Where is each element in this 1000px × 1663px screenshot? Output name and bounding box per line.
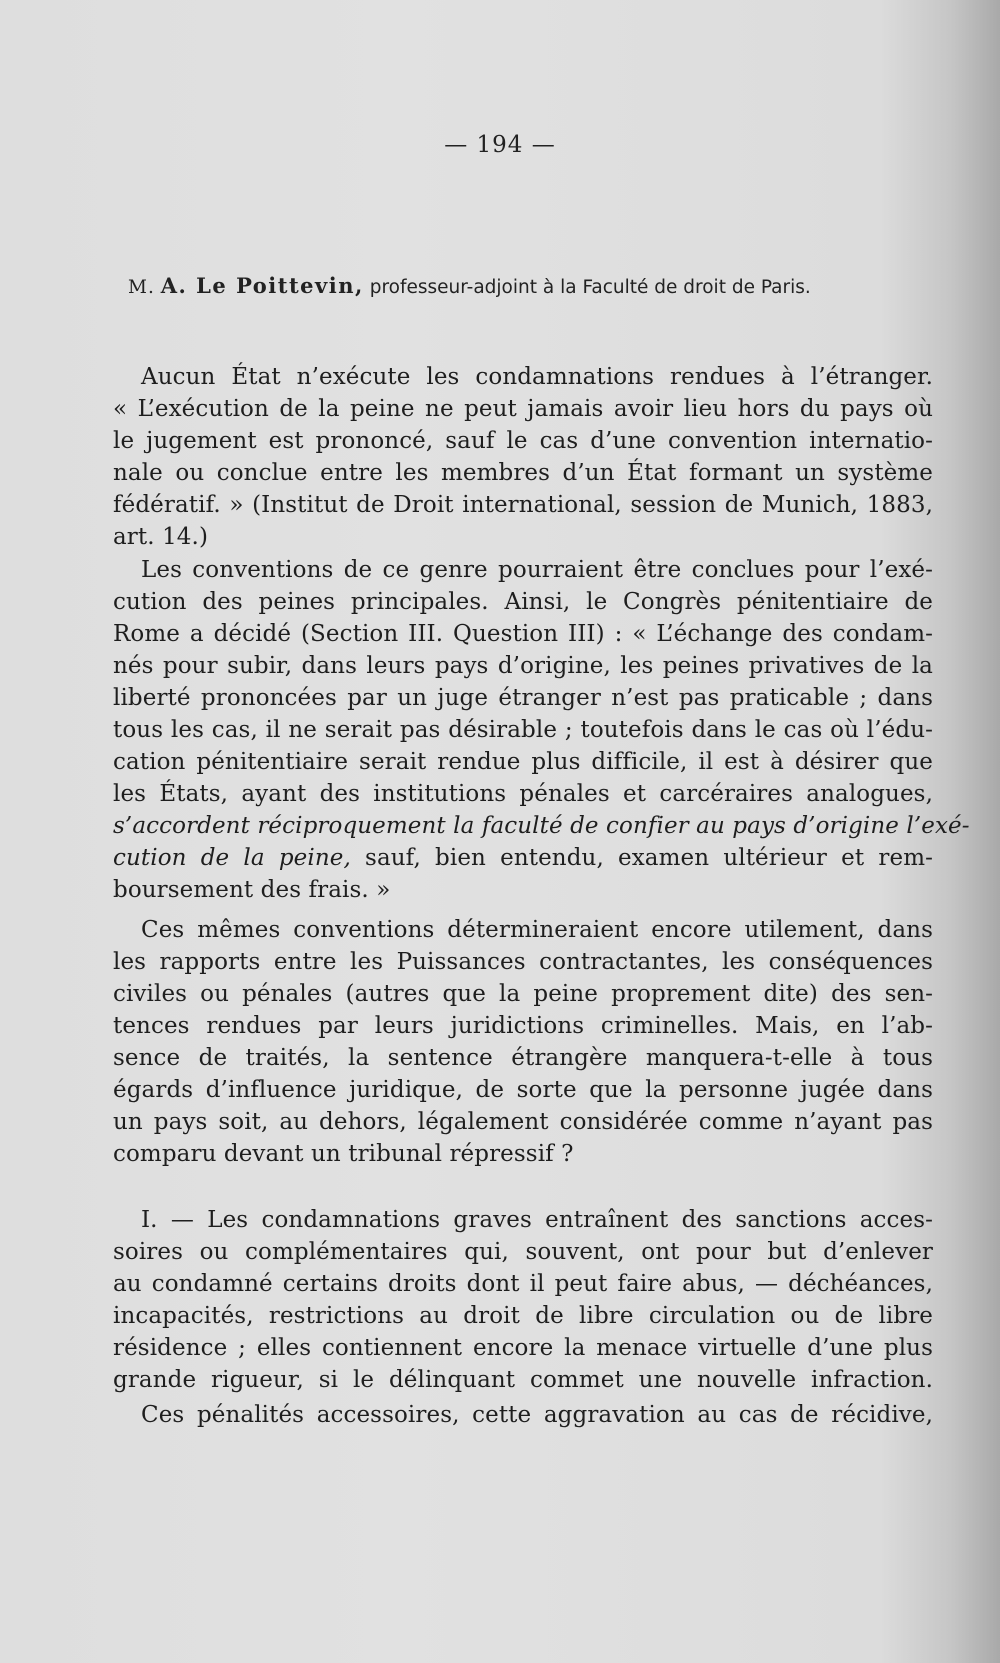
text-line: I. — Les condamnations graves entraînent des sanctions acces- [141, 1207, 933, 1233]
text-line-italic [113, 810, 970, 842]
text-line: liberté prononcées par un juge étranger n’est pas praticable ; dans [113, 685, 933, 711]
author-role: professeur-adjoint à la Faculté de droit de Paris. [369, 277, 811, 298]
paragraph-2 [113, 554, 970, 906]
text-line: cution des peines principales. Ainsi, le Congrès pénitentiaire de [113, 589, 933, 615]
text-line: comparu devant un tribunal répressif ? [113, 1141, 574, 1167]
text-line: grande rigueur, si le délinquant commet une nouvelle infraction. [113, 1367, 933, 1393]
text-line-mixed [113, 842, 933, 874]
text-line: égards d’influence juridique, de sorte que la personne jugée dans [113, 1077, 933, 1103]
text-line: tous les cas, il ne serait pas désirable ; toutefois dans le cas où l’édu- [113, 717, 933, 743]
italic-quote: s’accordent réciproquement la faculté de confier au pays d’origine l’exé- [113, 813, 970, 839]
paragraph-5 [113, 1399, 933, 1431]
text-line: civiles ou pénales (autres que la peine proprement dite) des sen- [113, 981, 933, 1007]
text-line: incapacités, restrictions au droit de libre circulation ou de libre [113, 1303, 933, 1329]
text-line: Ces mêmes conventions détermineraient encore utilement, dans [141, 917, 933, 943]
text-fragment: sauf, bien entendu, examen ultérieur et rem- [350, 845, 933, 871]
text-line: cation pénitentiaire serait rendue plus difficile, il est à désirer que [113, 749, 933, 775]
text-line: boursement des frais. » [113, 877, 391, 903]
italic-quote: cution de la peine, [113, 845, 351, 871]
text-line: résidence ; elles contiennent encore la menace virtuelle d’une plus [113, 1335, 933, 1361]
text-line: fédératif. » (Institut de Droit international, session de Munich, 1883, [113, 492, 933, 518]
text-line: tences rendues par leurs juridictions criminelles. Mais, en l’ab- [113, 1013, 933, 1039]
text-line: nés pour subir, dans leurs pays d’origine, les peines privatives de la [113, 653, 933, 679]
text-line: les rapports entre les Puissances contractantes, les conséquences [113, 949, 933, 975]
text-line: nale ou conclue entre les membres d’un État formant un système [113, 460, 933, 486]
paragraph-3 [113, 914, 933, 1170]
author-name: A. Le Poittevin, [160, 273, 364, 298]
text-line: sence de traités, la sentence étrangère manquera-t-elle à tous [113, 1045, 933, 1071]
text-line: les États, ayant des institutions pénales et carcéraires analogues, [113, 781, 933, 807]
author-title: M. [128, 277, 155, 298]
text-line: au condamné certains droits dont il peut faire abus, — déchéances, [113, 1271, 933, 1297]
author-byline [128, 273, 928, 298]
text-line: Rome a décidé (Section III. Question III) : « L’échange des condam- [113, 621, 933, 647]
page-number: — 194 — [444, 132, 556, 158]
text-line: Ces pénalités accessoires, cette aggravation au cas de récidive, [141, 1402, 933, 1428]
text-line: Aucun État n’exécute les condamnations rendues à l’étranger. [141, 364, 933, 390]
text-line: art. 14.) [113, 524, 209, 550]
text-line: un pays soit, au dehors, légalement considérée comme n’ayant pas [113, 1109, 933, 1135]
paragraph-4 [113, 1204, 933, 1396]
text-line: « L’exécution de la peine ne peut jamais avoir lieu hors du pays où [113, 396, 933, 422]
text-line: Les conventions de ce genre pourraient être conclues pour l’exé- [141, 557, 933, 583]
text-line: le jugement est prononcé, sauf le cas d’une convention internatio- [113, 428, 933, 454]
paragraph-1 [113, 361, 933, 553]
text-line: soires ou complémentaires qui, souvent, ont pour but d’enlever [113, 1239, 933, 1265]
